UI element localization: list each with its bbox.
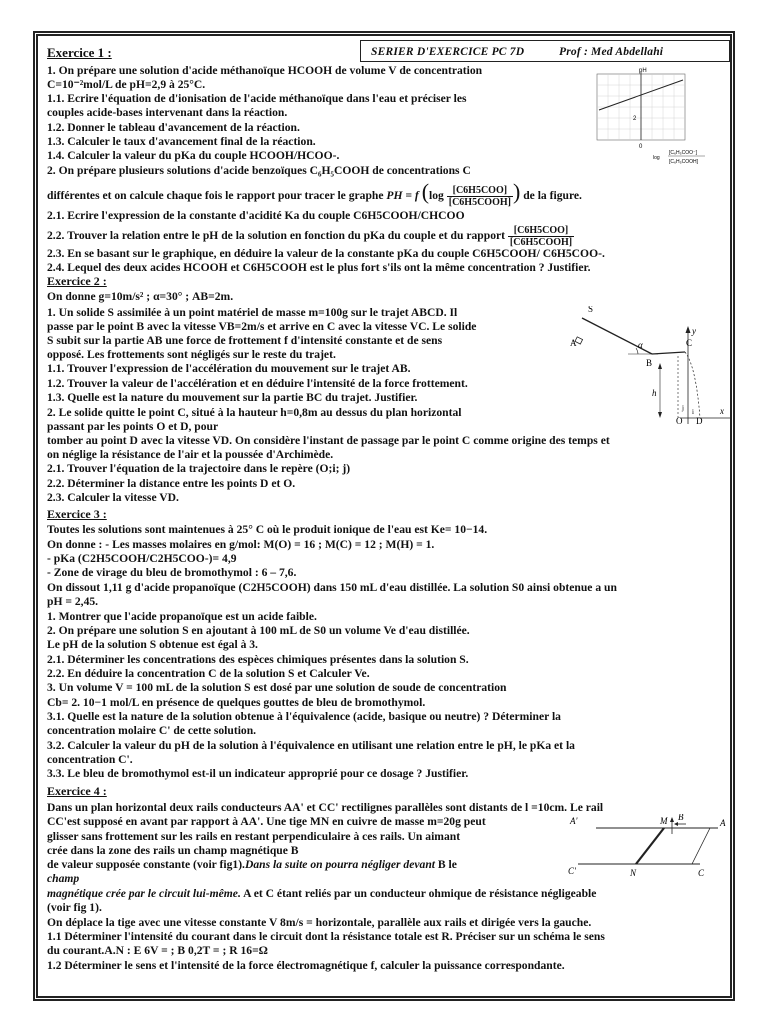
point-C-label: C — [686, 338, 693, 348]
ex3-line: Cb= 2. 10−1 mol/L en présence de quelques gouttes de bleu de bromothymol. — [47, 696, 426, 709]
exercise-2-title: Exercice 2 : — [47, 274, 107, 288]
rail-C-prime-label: C' — [568, 866, 576, 876]
ex1-line: 1.3. Calculer le taux d'avancement final de la réaction. — [47, 135, 316, 148]
inclined-plane-figure — [568, 306, 730, 424]
fraction-numerator: [C6H5COO] — [447, 185, 513, 197]
ex4-line: 1.2 Déterminer le sens et l'intensité de la force électromagnétique f, calculer la puissance correspondante. — [47, 959, 565, 972]
ex4-line-italic: magnétique crée par le circuit lui-même. — [47, 887, 241, 900]
ex2-line: 2.3. Calculer la vitesse VD. — [47, 491, 179, 504]
graph-xlog: log — [653, 155, 660, 161]
ex1-line-text: différentes et on calcule chaque fois le rapport pour tracer le graphe — [47, 189, 384, 202]
unit-i-label: i — [692, 408, 694, 416]
ex1-line: 1. On prépare une solution d'acide méthanoïque HCOOH de volume V de concentration — [47, 64, 483, 77]
ex3-line: pH = 2,45. — [47, 595, 99, 608]
point-N-label: N — [630, 868, 637, 878]
teacher-name: Prof : Med Abdellahi — [559, 46, 664, 58]
ex4-line-italic: Dans la suite on pourra négliger devant — [244, 858, 435, 871]
field-B-label: B — [678, 814, 684, 822]
ex3-line: 3.2. Calculer la valeur du pH de la solution à l'équivalence en utilisant une relation entre le pH, le pKa et la — [47, 739, 575, 752]
exercise-3-title: Exercice 3 : — [47, 507, 107, 521]
fraction-numerator: [C6H5COO] — [508, 225, 574, 237]
ex1-line: 2.4. Lequel des deux acides HCOOH et C6H5COOH est le plus fort s'ils ont la même concentration ? Justifier. — [47, 261, 591, 274]
y-axis-label: y — [692, 326, 696, 336]
sheet-header — [360, 40, 730, 62]
ex4-line: du courant.A.N : E 6V = ; B 0,2T = ; R 16=Ω — [47, 944, 268, 957]
resistor-link — [692, 828, 710, 864]
ex4-line: 1.1 Déterminer l'intensité du courant dans le circuit dont la résistance totale est R. Préciser sur un schéma le sens — [47, 930, 605, 943]
rail-A-prime-label: A' — [570, 816, 578, 826]
ex2-line: 2.2. Déterminer la distance entre les points D et O. — [47, 477, 296, 490]
exercise-1-title: Exercice 1 : — [47, 45, 112, 60]
ex3-line: 2.2. En déduire la concentration C de la solution S et Calculer Ve. — [47, 667, 370, 680]
ex1-line: 2. On prépare plusieurs solutions d'acide benzoïques C₆H₅COOH de concentrations C — [47, 164, 471, 177]
ex1-line: 1.2. Donner le tableau d'avancement de la réaction. — [47, 121, 300, 134]
ex2-line: tomber au point D avec la vitesse VD. On considère l'instant de passage par le point C comme origine des temps et — [47, 434, 610, 447]
ex4-line: glisser sans frottement sur les rails en restant perpendiculaire à ces rails. Un aimant — [47, 830, 461, 843]
rails-figure — [568, 814, 730, 878]
ex4-line-text: B le — [435, 858, 457, 871]
ex1-line: 1.4. Calculer la valeur du pKa du couple HCOOH/HCOO-. — [47, 149, 340, 162]
ex3-line: Le pH de la solution S obtenue est égal à 3. — [47, 638, 258, 651]
ex1-line-text: de la figure. — [523, 189, 582, 202]
ex3-line: 3.1. Quelle est la nature de la solution obtenue à l'équivalence (acide, basique ou neutre) ? Déterminer la — [47, 710, 561, 723]
ex2-line: 2.1. Trouver l'équation de la trajectoire dans le repère (O;i; j) — [47, 462, 351, 475]
ratio-fraction — [447, 185, 513, 208]
ex1-line: couples acide-bases intervenant dans la réaction. — [47, 106, 288, 119]
ex2-line: 1.3. Quelle est la nature du mouvement sur la partie BC du trajet. Justifier. — [47, 391, 418, 404]
ex2-line: passant par les points O et D, pour — [47, 420, 219, 433]
ex2-line: 1.1. Trouver l'expression de l'accélération du mouvement sur le trajet AB. — [47, 362, 411, 375]
ex2-line: opposé. Les frottements sont négligés sur le reste du trajet. — [47, 348, 336, 361]
ex3-line: - Zone de virage du bleu de bromothymol : 6 – 7,6. — [47, 566, 297, 579]
point-B-label: B — [646, 358, 653, 368]
series-title: SERIER D'EXERCICE PC 7D — [371, 46, 525, 58]
ex2-line: S subit sur la partie AB une force de frottement f d'intensité constante et de sens — [47, 334, 443, 347]
graph-xden: [C₆H₅COOH] — [669, 159, 699, 165]
ex3-line: concentration C'. — [47, 753, 133, 766]
solid-S-label: S — [588, 306, 594, 314]
ex3-line: concentration molaire C' de cette solution. — [47, 724, 257, 737]
ex4-line-text: de valeur supposée constante (voir fig1). — [47, 858, 245, 871]
rail-A-label: A — [720, 818, 726, 828]
ex1-line: 1.1. Ecrire l'équation de d'ionisation de l'acide méthanoïque dans l'eau et préciser les — [47, 92, 467, 105]
ex1-line: 2.3. En se basant sur le graphique, en déduire la valeur de la constante pKa du couple C6H5COOH/ C6H5COO-. — [47, 247, 605, 260]
exercise-4-title: Exercice 4 : — [47, 784, 107, 798]
ex2-line: 2. Le solide quitte le point C, situé à la hauteur h=0,8m au dessus du plan horizontal — [47, 406, 462, 419]
ex2-line: On donne g=10m/s² ; α=30° ; AB=2m. — [47, 290, 234, 303]
ex1-ratio-line — [47, 224, 574, 248]
ex1-line: 2.1. Ecrire l'expression de la constante d'acidité Ka du couple C6H5COOH/CHCOO — [47, 209, 465, 222]
height-label: h — [652, 388, 657, 398]
function-label: PH = f — [386, 189, 419, 202]
ex2-line: on néglige la résistance de l'air et la poussée d'Archimède. — [47, 448, 334, 461]
log-label: log — [429, 189, 444, 202]
graph-ylabel: pH — [639, 68, 647, 74]
origin-O-label: O — [676, 416, 683, 424]
ex2-line: 1.2. Trouver la valeur de l'accélération et en déduire l'intensité de la force frottement. — [47, 377, 468, 390]
ex3-line: 1. Montrer que l'acide propanoïque est un acide faible. — [47, 610, 317, 623]
graph-xnum: [C₆H₅COO⁻] — [669, 150, 698, 156]
graph-origin: 0 — [639, 144, 643, 150]
rod-MN — [636, 828, 664, 864]
fraction-denominator: [C6H5COOH] — [509, 236, 573, 248]
graph-tick: 2 — [633, 116, 637, 122]
ex3-line: 3.3. Le bleu de bromothymol est-il un indicateur approprié pour ce dosage ? Justifier. — [47, 767, 469, 780]
point-A-label: A — [570, 338, 577, 348]
ex1-line-text: 2.2. Trouver la relation entre le pH de la solution en fonction du pKa du couple et du rapport — [47, 229, 505, 242]
ex3-line: 2.1. Déterminer les concentrations des espèces chimiques présentes dans la solution S. — [47, 653, 469, 666]
ex3-line: On dissout 1,11 g d'acide propanoïque (C2H5COOH) dans 150 mL d'eau distillée. La solution S0 ainsi obtenue a un — [47, 581, 617, 594]
ex4-line: (voir fig 1). — [47, 901, 102, 914]
ex3-line: Toutes les solutions sont maintenues à 25° C où le produit ionique de l'eau est Ke= 10−14. — [47, 523, 488, 536]
ex4-line — [47, 858, 457, 872]
point-D-label: D — [696, 416, 703, 424]
ex3-line: 3. Un volume V = 100 mL de la solution S est dosé par une solution de soude de concentration — [47, 681, 507, 694]
x-axis-label: x — [720, 406, 724, 416]
fraction-denominator: [C6H5COOH] — [448, 196, 511, 208]
ex4-line: On déplace la tige avec une vitesse constante V 8m/s = horizontale, parallèle aux rails et dirigée vers la gauche. — [47, 916, 592, 929]
ex3-line: 2. On prépare une solution S en ajoutant à 100 mL de S0 un volume Ve d'eau distillée. — [47, 624, 470, 637]
point-M-label: M — [660, 816, 668, 826]
ex4-line: Dans un plan horizontal deux rails conducteurs AA' et CC' rectilignes parallèles sont distants de l =10cm. Le rail — [47, 801, 604, 814]
unit-j-label: j — [682, 404, 684, 412]
ex4-line: champ — [47, 872, 80, 885]
ex4-line-text: A et C étant reliés par un conducteur ohmique de résistance négligeable — [240, 887, 597, 900]
ex3-line: On donne : - Les masses molaires en g/mol: M(O) = 16 ; M(C) = 12 ; M(H) = 1. — [47, 538, 435, 551]
ex1-graph-line: différentes et on calcule chaque fois le rapport pour tracer le graphe PH = f (log $\frac{\text{[C6H5COO]}}{\text{[C6H5COOH]}}$ ) de la figure. — [47, 179, 582, 208]
ex4-line — [47, 887, 596, 901]
ex4-line: CC'est supposé en avant par rapport à AA'. Une tige MN en cuivre de masse m=20g peut — [47, 815, 486, 828]
ratio-fraction — [508, 225, 574, 248]
alpha-label: α — [638, 340, 643, 350]
ex3-line: - pKa (C2H5COOH/C2H5COO-)= 4,9 — [47, 552, 237, 565]
ex2-line: 1. Un solide S assimilée à un point matériel de masse m=100g sur le trajet ABCD. Il — [47, 306, 458, 319]
ex2-line: passe par le point B avec la vitesse VB=2m/s et arrive en C avec la vitesse VC. Le solide — [47, 320, 477, 333]
rail-C-label: C — [698, 868, 705, 878]
exercise-sheet — [36, 34, 732, 998]
ph-graph — [583, 66, 731, 168]
ex1-line: C=10⁻²mol/L de pH=2,9 à 25°C. — [47, 78, 206, 91]
ex4-line: crée dans la zone des rails un champ magnétique B — [47, 844, 299, 857]
